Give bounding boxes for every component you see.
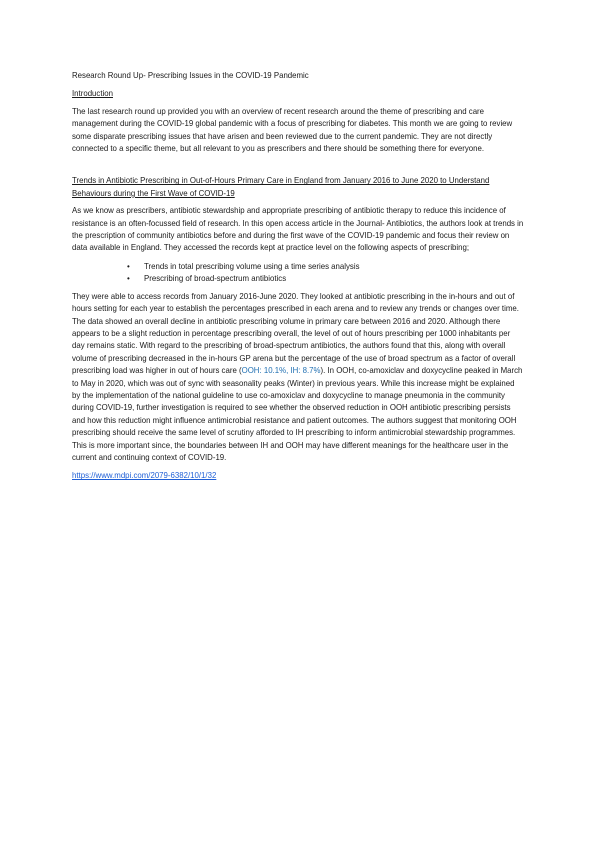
reference-link[interactable]: https://www.mdpi.com/2079-6382/10/1/32 — [72, 471, 217, 481]
section-heading: Trends in Antibiotic Prescribing in Out-of-Hours Primary Care in England from January 2016 to June 2020 to Understand Behaviours during the First Wave of COVID-19 — [72, 176, 490, 198]
bullet-marker: • — [127, 261, 130, 271]
section-paragraph-2 — [72, 291, 524, 465]
bullet-list-item — [127, 261, 524, 273]
reference-line — [72, 470, 524, 482]
bullet-text: Prescribing of broad-spectrum antibiotics — [144, 274, 287, 284]
intro-heading: Introduction — [72, 89, 113, 99]
paragraph-2-part-a: They were able to access records from January 2016-June 2020. They looked at antibiotic prescribing in the in-hours and out of hours setting for each year to establish the percentages prescribed in each arena and to review any trends or changes over time. The data showed an overall decline in antibiotic prescribing volume in primary care between 2016 and 2020. Although there appears to be a slight reduction in percentage prescribing overall, the level of out of hours prescribing per 1000 inhabitants per day remains static. With regard to the prescribing of broad-spectrum antibiotics, the authors found that this, along with overall volume of prescribing decreased in the in-hours GP arena but the percentage of the use of broad spectrum as a factor of overall prescribing load was higher in out of hours care ( — [72, 291, 519, 376]
document-body — [72, 70, 524, 489]
document-title: Research Round Up- Prescribing Issues in the COVID-19 Pandemic — [72, 71, 309, 80]
statistics-highlight: OOH: 10.1%, IH: 8.7% — [241, 366, 321, 376]
bullet-list-item — [127, 273, 524, 285]
section-spacer — [72, 161, 524, 175]
section-paragraph-1: As we know as prescribers, antibiotic stewardship and appropriate prescribing of antibiotic therapy to reduce this incidence of resistance is an often-focussed field of research. In this open access article in the Journal- Antibiotics, the authors look at trends in the prescription of community antibiotics before and during the first wave of the COVID-19 pandemic and focus their review on data available in England. They accessed the records kept at practice level on the following aspects of prescribing; — [72, 206, 524, 253]
bullet-marker: • — [127, 274, 130, 284]
bullet-list — [72, 261, 524, 286]
bullet-text: Trends in total prescribing volume using a time series analysis — [144, 261, 360, 271]
intro-paragraph: The last research round up provided you with an overview of recent research around the theme of prescribing and care management during the COVID-19 global pandemic with a focus of prescribing for diabetes. This month we are going to review some disparate prescribing issues that have arisen and been reviewed due to the current pandemic. They are not directly connected to a specific theme, but all relevant to you as prescribers and there should be something there for everyone. — [72, 106, 513, 154]
paragraph-2-part-b: ). In OOH, co-amoxiclav and doxycycline peaked in March to May in 2020, which was out of sync with seasonality peaks (Winter) in previous years. While this increase might be explained by the implementation of the national guideline to use co-amoxiclav and doxycycline to manage pneumonia in the community during COVID-19, further investigation is required to see whether the observed reduction in OOH antibiotic prescribing persists and how this reduction might influence antimicrobial resistance and patient outcomes. The authors suggest that monitoring OOH prescribing should receive the same level of scrutiny afforded to IH prescribing to inform antimicrobial stewardship programmes. This is more important since, the boundaries between IH and OOH may have different meanings for the healthcare user in the current and continuing context of COVID-19. — [72, 366, 523, 462]
